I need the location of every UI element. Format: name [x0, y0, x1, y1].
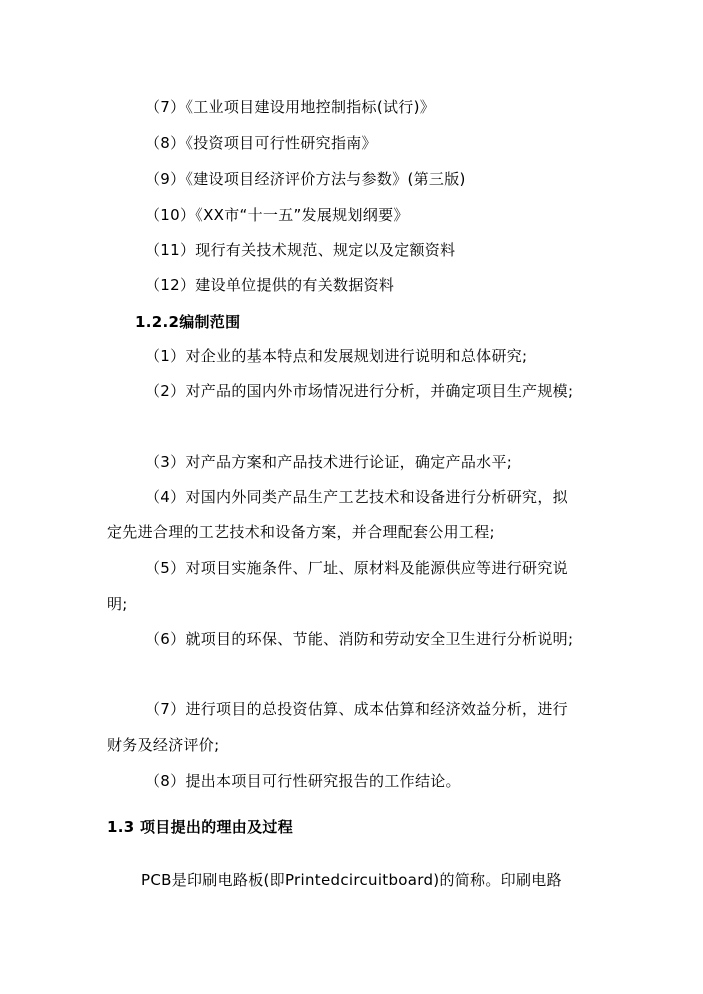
section-heading-1-3: 1.3 项目提出的理由及过程 [107, 818, 293, 836]
scope-item-6: （6）就项目的环保、节能、消防和劳动安全卫生进行分析说明; [145, 630, 574, 648]
scope-item-8: （8）提出本项目可行性研究报告的工作结论。 [145, 772, 461, 790]
scope-item-4-line-1: （4）对国内外同类产品生产工艺技术和设备进行分析研究，拟 [145, 488, 568, 506]
reference-item-11: （11）现行有关技术规范、规定以及定额资料 [145, 241, 456, 259]
reference-item-9: （9）《建设项目经济评价方法与参数》(第三版) [145, 170, 466, 188]
section-heading-1-2-2: 1.2.2编制范围 [135, 313, 241, 331]
scope-item-2: （2）对产品的国内外市场情况进行分析，并确定项目生产规模; [145, 382, 574, 400]
scope-item-5-line-2: 明; [107, 595, 128, 613]
scope-item-7-line-1: （7）进行项目的总投资估算、成本估算和经济效益分析，进行 [145, 700, 568, 718]
reference-item-7: （7）《工业项目建设用地控制指标(试行)》 [145, 98, 436, 116]
reference-item-10: （10）《XX市“十一五”发展规划纲要》 [145, 206, 409, 224]
scope-item-5-line-1: （5）对项目实施条件、厂址、原材料及能源供应等进行研究说 [145, 559, 568, 577]
scope-item-4-line-2: 定先进合理的工艺技术和设备方案，并合理配套公用工程; [107, 523, 495, 541]
scope-item-3: （3）对产品方案和产品技术进行论证，确定产品水平; [145, 453, 513, 471]
scope-item-7-line-2: 财务及经济评价; [107, 736, 220, 754]
body-paragraph: PCB是印刷电路板(即Printedcircuitboard)的简称。印刷电路 [141, 871, 562, 889]
reference-item-8: （8）《投资项目可行性研究指南》 [145, 134, 377, 152]
scope-item-1: （1）对企业的基本特点和发展规划进行说明和总体研究; [145, 347, 528, 365]
reference-item-12: （12）建设单位提供的有关数据资料 [145, 276, 395, 294]
